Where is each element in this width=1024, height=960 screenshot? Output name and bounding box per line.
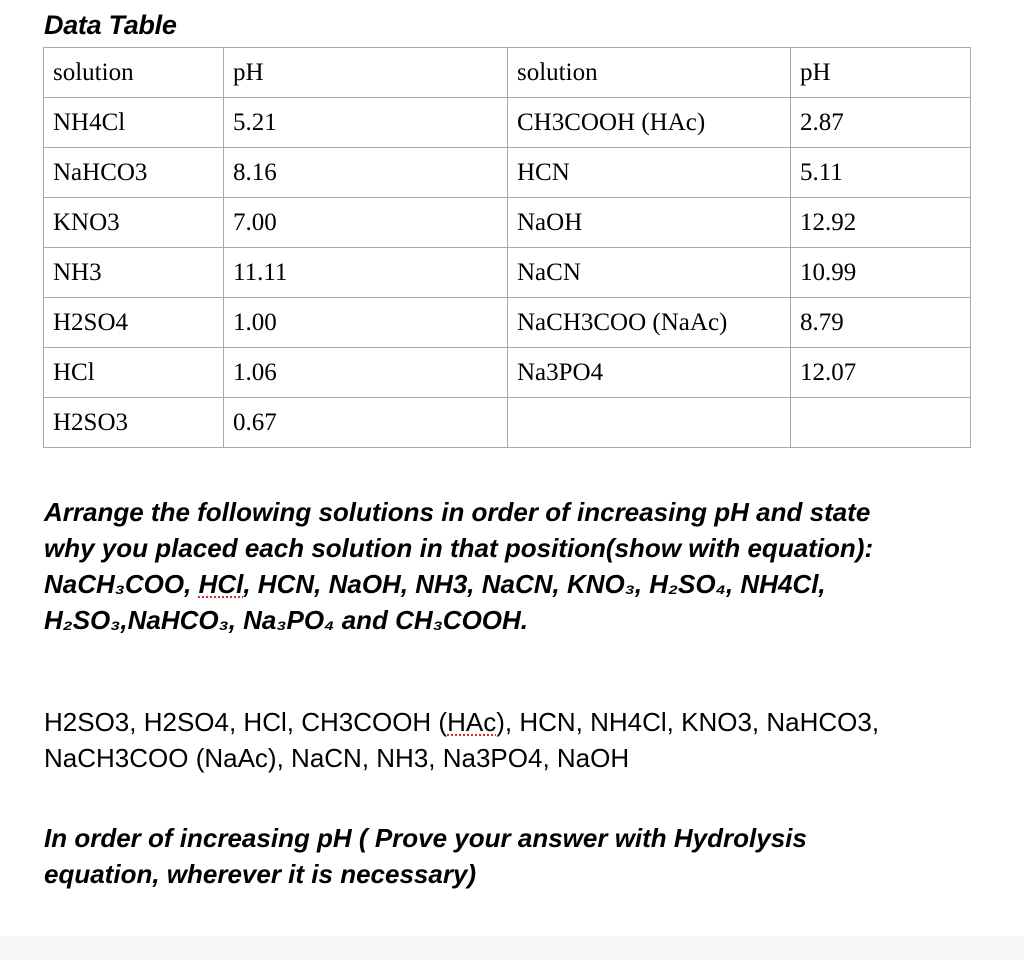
table-row [44, 398, 971, 448]
answer-text [44, 704, 1004, 776]
question-line-1: Arrange the following solutions in order of increasing pH and state [44, 497, 871, 527]
note-line-1: In order of increasing pH ( Prove your answer with Hydrolysis [44, 823, 807, 853]
cell-ph-left: 8.16 [224, 148, 508, 198]
cell-ph-right: 8.79 [791, 298, 971, 348]
cell-solution-right: NaCN [508, 248, 791, 298]
table-row [44, 198, 971, 248]
table-row [44, 248, 971, 298]
header-cell-ph-right: pH [791, 48, 971, 98]
cell-solution-right: HCN [508, 148, 791, 198]
instruction-note [44, 820, 1004, 892]
cell-ph-left: 0.67 [224, 398, 508, 448]
spellcheck-mark: HCl [198, 569, 244, 599]
table-title: Data Table [44, 10, 177, 40]
header-cell-solution-left: solution [44, 48, 224, 98]
table-row [44, 148, 971, 198]
cell-ph-left: 7.00 [224, 198, 508, 248]
cell-solution-right: CH3COOH (HAc) [508, 98, 791, 148]
question-line-4: H₂SO₃,NaHCO₃, Na₃PO₄ and CH₃COOH. [44, 605, 529, 635]
table-body [44, 48, 971, 448]
cell-solution-left: H2SO4 [44, 298, 224, 348]
header-cell-ph-left: pH [224, 48, 508, 98]
answer-line-1: H2SO3, H2SO4, HCl, CH3COOH (HAc), HCN, NH4Cl, KNO3, NaHCO3, [44, 707, 880, 737]
spellcheck-mark: HAc [447, 707, 497, 737]
cell-ph-right: 10.99 [791, 248, 971, 298]
cell-solution-right: Na3PO4 [508, 348, 791, 398]
cell-solution-left: H2SO3 [44, 398, 224, 448]
cell-solution-right: NaOH [508, 198, 791, 248]
cell-ph-right: 12.07 [791, 348, 971, 398]
cell-ph-right [791, 398, 971, 448]
table-row [44, 348, 971, 398]
data-table [43, 47, 971, 448]
note-line-2: equation, wherever it is necessary) [44, 859, 477, 889]
cell-solution-left: HCl [44, 348, 224, 398]
cell-ph-right: 2.87 [791, 98, 971, 148]
question-text [44, 494, 1004, 638]
cell-ph-left: 1.00 [224, 298, 508, 348]
cell-solution-right [508, 398, 791, 448]
cell-ph-right: 5.11 [791, 148, 971, 198]
cell-solution-right: NaCH3COO (NaAc) [508, 298, 791, 348]
question-line-3: NaCH₃COO, HCl, HCN, NaOH, NH3, NaCN, KNO₃, H₂SO₄, NH4Cl, [44, 569, 826, 599]
page-bottom-band [0, 936, 1024, 960]
cell-solution-left: NH3 [44, 248, 224, 298]
table-row [44, 298, 971, 348]
question-line-2: why you placed each solution in that position(show with equation): [44, 533, 874, 563]
cell-ph-left: 11.11 [224, 248, 508, 298]
cell-solution-left: NH4Cl [44, 98, 224, 148]
cell-ph-right: 12.92 [791, 198, 971, 248]
cell-solution-left: KNO3 [44, 198, 224, 248]
table-row [44, 98, 971, 148]
cell-ph-left: 1.06 [224, 348, 508, 398]
cell-solution-left: NaHCO3 [44, 148, 224, 198]
table-header-row [44, 48, 971, 98]
answer-line-2: NaCH3COO (NaAc), NaCN, NH3, Na3PO4, NaOH [44, 743, 630, 773]
cell-ph-left: 5.21 [224, 98, 508, 148]
header-cell-solution-right: solution [508, 48, 791, 98]
